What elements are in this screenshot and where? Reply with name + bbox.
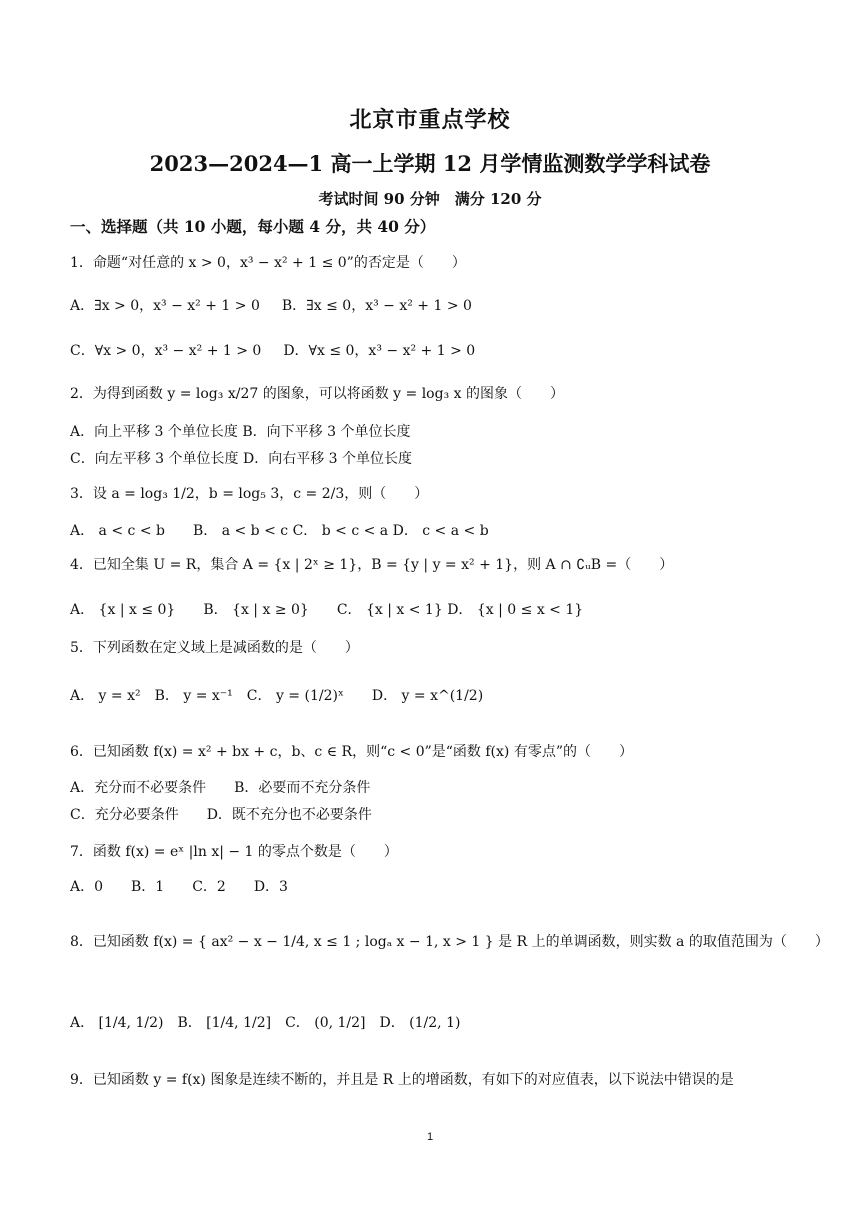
q7-stem: 7．函数 f(x) = eˣ |ln x| − 1 的零点个数是（ ） (70, 844, 398, 860)
q8-stem: 8．已知函数 f(x) = { ax² − x − 1/4, x ≤ 1 ; logₐ x − 1, x > 1 } 是 R 上的单调函数，则实数 a 的取值范围为（ ） (70, 934, 829, 950)
q1-option-a: A．∃x > 0，x³ − x² + 1 > 0 (70, 298, 260, 314)
q7-options: A．0 B．1 C．2 D．3 (70, 879, 288, 895)
q6-options-row1: A．充分而不必要条件 B．必要而不充分条件 (70, 780, 371, 796)
section-title: 一、选择题（共 10 小题，每小题 4 分，共 40 分） (70, 217, 436, 236)
q5-options: A． y = x² B． y = x⁻¹ C． y = (1/2)ˣ D． y = x^(1/2) (70, 688, 484, 704)
q1-option-d: D．∀x ≤ 0，x³ − x² + 1 > 0 (283, 343, 476, 359)
q6-options-row2: C．充分必要条件 D．既不充分也不必要条件 (70, 807, 372, 823)
q1-option-b: B．∃x ≤ 0，x³ − x² + 1 > 0 (281, 298, 472, 314)
q1-options-ab (70, 298, 472, 315)
q3-stem: 3．设 a = log₃ 1/2，b = log₅ 3，c = 2/3，则（ ） (70, 486, 429, 502)
exam-title: 2023—2024—1 高一上学期 12 月学情监测数学学科试卷 (149, 151, 711, 176)
page-number: 1 (426, 1131, 434, 1143)
q3-options: A． a < c < b B． a < b < c C． b < c < a D． c < a < b (70, 523, 489, 539)
q2-options-row2: C．向左平移 3 个单位长度 D．向右平移 3 个单位长度 (70, 451, 413, 467)
q5-stem: 5．下列函数在定义域上是减函数的是（ ） (70, 640, 359, 656)
q1-stem: 1．命题“对任意的 x > 0，x³ − x² + 1 ≤ 0”的否定是（ ） (70, 255, 466, 271)
q4-options: A． {x | x ≤ 0} B． {x | x ≥ 0} C． {x | x < 1} D． {x | 0 ≤ x < 1} (70, 602, 584, 618)
q9-stem: 9．已知函数 y = f(x) 图象是连续不断的，并且是 R 上的增函数，有如下的对应值表，以下说法中错误的是 (70, 1072, 734, 1088)
school-title: 北京市重点学校 (349, 107, 511, 133)
q1-option-c: C．∀x > 0，x³ − x² + 1 > 0 (70, 343, 262, 359)
exam-info: 考试时间 90 分钟 满分 120 分 (318, 190, 542, 208)
q4-stem: 4．已知全集 U = R，集合 A = {x | 2ˣ ≥ 1}，B = {y | y = x² + 1}，则 A ∩ ∁ᵤB =（ ） (70, 557, 674, 573)
q6-stem: 6．已知函数 f(x) = x² + bx + c，b、c ∈ R，则“c < 0”是“函数 f(x) 有零点”的（ ） (70, 744, 633, 760)
q1-options-cd (70, 343, 475, 360)
q2-stem: 2．为得到函数 y = log₃ x/27 的图象，可以将函数 y = log₃ x 的图象（ ） (70, 386, 564, 402)
q8-options: A． [1/4, 1/2) B． [1/4, 1/2] C． (0, 1/2] D． (1/2, 1) (70, 1015, 461, 1031)
q2-options-row1: A．向上平移 3 个单位长度 B．向下平移 3 个单位长度 (70, 424, 411, 440)
